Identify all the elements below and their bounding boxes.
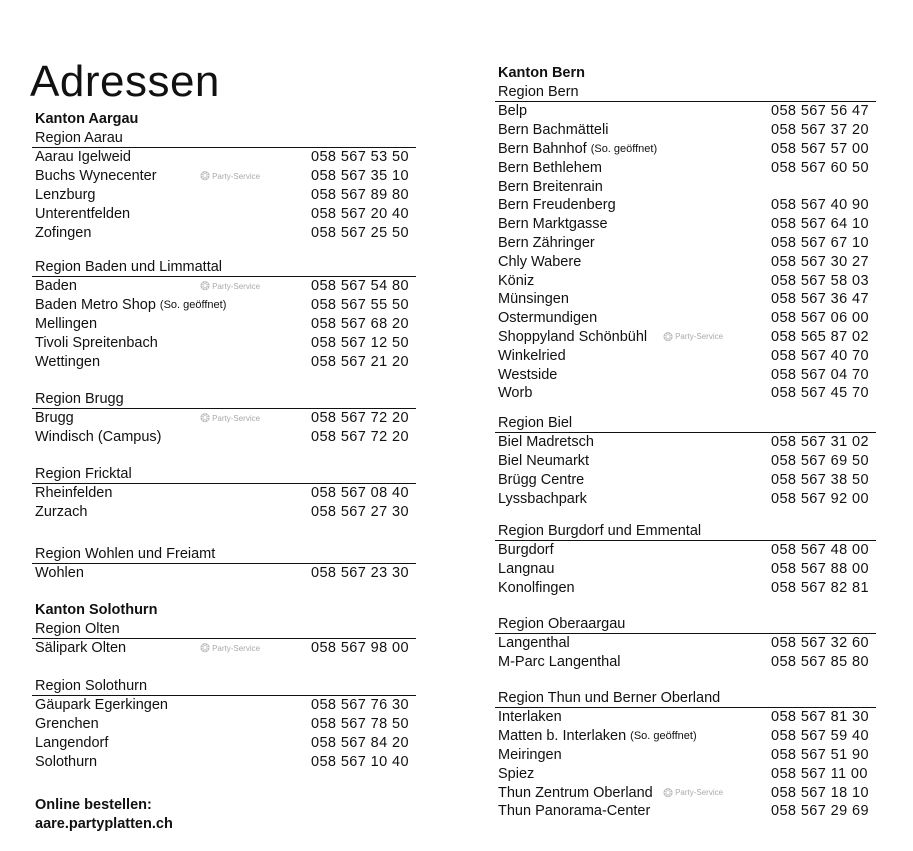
address-row xyxy=(495,121,876,140)
phone-number: 058 567 67 10 xyxy=(771,234,869,251)
phone-number: 058 567 40 90 xyxy=(771,197,869,214)
phone-number: 058 567 35 10 xyxy=(311,168,409,185)
branch-name: Shoppyland Schönbühl xyxy=(498,328,648,345)
branch-name-cell xyxy=(498,747,771,763)
address-row xyxy=(32,696,416,715)
branch-name-cell xyxy=(35,278,311,294)
address-row xyxy=(32,352,416,371)
address-row xyxy=(495,328,876,347)
region-heading: Region Olten xyxy=(32,620,416,639)
online-order-link[interactable]: aare.partyplatten.ch xyxy=(35,816,173,832)
address-row xyxy=(32,296,416,315)
region-burgdorf xyxy=(495,522,876,597)
branch-name: Rheinfelden xyxy=(35,485,113,502)
branch-name: Chly Wabere xyxy=(498,253,582,270)
region-heading: Region Wohlen und Freiamt xyxy=(32,545,416,564)
address-row xyxy=(495,346,876,365)
opening-note: (So. geöffnet) xyxy=(630,730,697,743)
address-row xyxy=(32,167,416,186)
phone-number: 058 567 30 27 xyxy=(771,253,869,270)
phone-number: 058 567 36 47 xyxy=(771,291,869,308)
address-row xyxy=(495,271,876,290)
branch-name-cell xyxy=(498,542,771,558)
address-row xyxy=(495,489,876,508)
address-row xyxy=(495,727,876,746)
branch-name: Köniz xyxy=(498,272,535,289)
branch-name: Bern Bachmätteli xyxy=(498,122,609,139)
address-row xyxy=(32,277,416,296)
phone-number: 058 567 59 40 xyxy=(771,728,869,745)
branch-name: Unterentfelden xyxy=(35,205,131,222)
phone-number: 058 567 72 20 xyxy=(311,410,409,427)
branch-name: Münsingen xyxy=(498,291,569,308)
branch-name: Windisch (Campus) xyxy=(35,429,162,446)
branch-name-cell xyxy=(35,335,311,351)
address-row xyxy=(495,471,876,490)
phone-number: 058 567 45 70 xyxy=(771,385,869,402)
phone-number: 058 567 48 00 xyxy=(771,542,869,559)
branch-name-cell xyxy=(498,235,771,251)
address-row xyxy=(495,234,876,253)
address-row xyxy=(32,503,416,522)
address-row xyxy=(495,764,876,783)
address-row xyxy=(495,560,876,579)
party-service-badge xyxy=(200,411,260,425)
party-service-label: Party-Service xyxy=(675,788,724,798)
branch-name-cell xyxy=(498,472,771,488)
branch-name-cell xyxy=(498,310,771,326)
branch-name-cell xyxy=(498,561,771,577)
address-row xyxy=(495,634,876,653)
branch-name-cell xyxy=(35,716,311,732)
phone-number: 058 565 87 02 xyxy=(771,328,869,345)
phone-number: 058 567 64 10 xyxy=(771,216,869,233)
address-row xyxy=(495,252,876,271)
phone-number: 058 567 32 60 xyxy=(771,635,869,652)
address-row xyxy=(495,158,876,177)
address-row xyxy=(495,309,876,328)
phone-number: 058 567 06 00 xyxy=(771,310,869,327)
phone-number: 058 567 55 50 xyxy=(311,297,409,314)
branch-name-cell xyxy=(498,367,771,383)
branch-name-cell xyxy=(498,216,771,232)
phone-number: 058 567 89 80 xyxy=(311,186,409,203)
branch-name-cell xyxy=(498,434,771,450)
canton-solothurn-heading: Kanton Solothurn xyxy=(35,602,158,618)
region-heading: Region Burgdorf und Emmental xyxy=(495,522,876,541)
branch-name-cell xyxy=(498,122,771,138)
branch-name: Aarau Igelweid xyxy=(35,149,131,166)
branch-name: Bern Freudenberg xyxy=(498,197,616,214)
branch-name-cell xyxy=(35,754,311,770)
branch-name: Baden xyxy=(35,278,77,295)
branch-name-cell xyxy=(35,410,311,426)
party-service-label: Party-Service xyxy=(212,171,261,181)
party-hat-icon: ❂ xyxy=(200,641,211,656)
region-biel xyxy=(495,414,876,508)
address-row xyxy=(32,639,416,658)
address-row xyxy=(495,783,876,802)
party-service-badge xyxy=(663,786,723,800)
address-row xyxy=(32,148,416,167)
branch-name-cell xyxy=(35,565,311,581)
branch-name: Brugg xyxy=(35,410,74,427)
address-row xyxy=(495,708,876,727)
branch-name-cell xyxy=(35,168,311,184)
branch-name: Biel Madretsch xyxy=(498,434,594,451)
branch-name-cell xyxy=(498,254,771,270)
branch-name: Thun Panorama-Center xyxy=(498,803,651,820)
region-wohlen xyxy=(32,545,416,583)
address-row xyxy=(495,177,876,196)
phone-number: 058 567 11 00 xyxy=(771,765,868,782)
branch-name-cell xyxy=(35,225,311,241)
branch-name: Thun Zentrum Oberland xyxy=(498,784,653,801)
branch-name: Spiez xyxy=(498,765,535,782)
branch-name: Ostermundigen xyxy=(498,310,598,327)
branch-name-cell xyxy=(498,291,771,307)
address-row xyxy=(495,140,876,159)
region-fricktal xyxy=(32,465,416,522)
address-row xyxy=(495,452,876,471)
region-olten xyxy=(32,620,416,658)
branch-name-cell xyxy=(498,803,771,819)
branch-name-cell xyxy=(498,273,771,289)
phone-number: 058 567 78 50 xyxy=(311,716,409,733)
branch-name: Gäupark Egerkingen xyxy=(35,697,168,714)
party-service-badge xyxy=(200,279,260,293)
opening-note: (So. geöffnet) xyxy=(590,142,658,155)
region-heading: Region Baden und Limmattal xyxy=(32,258,416,277)
phone-number: 058 567 88 00 xyxy=(771,561,869,578)
branch-name: M-Parc Langenthal xyxy=(498,654,621,671)
branch-name-cell xyxy=(498,709,771,725)
online-order-label: Online bestellen: xyxy=(35,797,152,813)
address-row xyxy=(32,315,416,334)
phone-number: 058 567 04 70 xyxy=(771,366,869,383)
address-row xyxy=(32,428,416,447)
branch-name: Wohlen xyxy=(35,565,84,582)
branch-name-cell xyxy=(35,206,311,222)
branch-name-cell xyxy=(498,179,771,195)
region-heading: Region Biel xyxy=(495,414,876,433)
address-row xyxy=(495,653,876,672)
page-title: Adressen xyxy=(30,57,220,106)
region-heading: Region Oberaargau xyxy=(495,615,876,634)
phone-number: 058 567 08 40 xyxy=(311,485,409,502)
branch-name: Mellingen xyxy=(35,315,98,332)
address-row xyxy=(32,223,416,242)
branch-name: Langenthal xyxy=(498,635,570,652)
address-row xyxy=(32,409,416,428)
phone-number: 058 567 56 47 xyxy=(771,103,869,120)
address-row xyxy=(32,564,416,583)
phone-number: 058 567 20 40 xyxy=(311,205,409,222)
address-row xyxy=(495,215,876,234)
region-baden xyxy=(32,258,416,371)
address-row xyxy=(495,102,876,121)
branch-name: Bern Bahnhof xyxy=(498,140,587,157)
region-solothurn xyxy=(32,677,416,771)
phone-number: 058 567 40 70 xyxy=(771,347,869,364)
branch-name-cell xyxy=(498,491,771,507)
branch-name: Solothurn xyxy=(35,753,98,770)
branch-name-cell xyxy=(35,640,311,656)
party-hat-icon: ❂ xyxy=(200,279,211,294)
party-service-badge xyxy=(200,169,260,183)
address-row xyxy=(495,433,876,452)
branch-name-cell xyxy=(35,149,311,165)
branch-name: Grenchen xyxy=(35,716,99,733)
address-row xyxy=(32,186,416,205)
address-row xyxy=(495,746,876,765)
address-row xyxy=(32,484,416,503)
phone-number: 058 567 51 90 xyxy=(771,746,869,763)
phone-number: 058 567 21 20 xyxy=(311,353,409,370)
branch-name-cell xyxy=(498,160,771,176)
branch-name-cell xyxy=(498,141,771,157)
party-service-badge xyxy=(200,641,260,655)
phone-number: 058 567 23 30 xyxy=(311,565,409,582)
address-row xyxy=(495,365,876,384)
region-heading: Region Fricktal xyxy=(32,465,416,484)
branch-name: Lenzburg xyxy=(35,186,96,203)
phone-number: 058 567 98 00 xyxy=(311,640,409,657)
branch-name-cell xyxy=(35,504,311,520)
branch-name: Burgdorf xyxy=(498,542,554,559)
branch-name-cell xyxy=(498,728,771,744)
branch-name-cell xyxy=(498,580,771,596)
region-heading: Region Brugg xyxy=(32,390,416,409)
branch-name: Bern Bethlehem xyxy=(498,159,602,176)
branch-name: Westside xyxy=(498,366,558,383)
region-heading: Region Aarau xyxy=(32,129,416,148)
canton-bern-heading: Kanton Bern xyxy=(498,65,585,81)
branch-name: Bern Breitenrain xyxy=(498,178,603,195)
branch-name: Baden Metro Shop xyxy=(35,297,156,314)
phone-number: 058 567 58 03 xyxy=(771,272,869,289)
party-service-label: Party-Service xyxy=(212,413,261,423)
canton-aargau-heading: Kanton Aargau xyxy=(35,111,139,127)
branch-name: Langendorf xyxy=(35,734,109,751)
branch-name-cell xyxy=(498,385,771,401)
online-order xyxy=(32,796,416,834)
branch-name: Worb xyxy=(498,385,533,402)
phone-number: 058 567 27 30 xyxy=(311,504,409,521)
branch-name: Zofingen xyxy=(35,224,92,241)
phone-number: 058 567 54 80 xyxy=(311,278,409,295)
region-heading: Region Solothurn xyxy=(32,677,416,696)
branch-name-cell xyxy=(498,635,771,651)
phone-number: 058 567 57 00 xyxy=(771,140,869,157)
phone-number: 058 567 69 50 xyxy=(771,453,869,470)
phone-number: 058 567 84 20 xyxy=(311,734,409,751)
phone-number: 058 567 85 80 xyxy=(771,654,869,671)
phone-number: 058 567 37 20 xyxy=(771,122,869,139)
address-row xyxy=(32,752,416,771)
branch-name-cell xyxy=(35,297,311,313)
region-aarau xyxy=(32,129,416,242)
phone-number: 058 567 68 20 xyxy=(311,315,409,332)
address-row xyxy=(495,579,876,598)
branch-name: Interlaken xyxy=(498,709,562,726)
region-bern xyxy=(495,83,876,403)
phone-number: 058 567 38 50 xyxy=(771,471,869,488)
region-oberaargau xyxy=(495,615,876,672)
branch-name: Zurzach xyxy=(35,504,88,521)
branch-name: Belp xyxy=(498,103,528,120)
address-row xyxy=(495,290,876,309)
branch-name-cell xyxy=(35,697,311,713)
branch-name: Meiringen xyxy=(498,746,562,763)
phone-number: 058 567 53 50 xyxy=(311,149,409,166)
branch-name: Bern Marktgasse xyxy=(498,216,608,233)
region-brugg xyxy=(32,390,416,447)
branch-name: Konolfingen xyxy=(498,579,575,596)
party-hat-icon: ❂ xyxy=(200,169,211,184)
party-hat-icon: ❂ xyxy=(200,411,211,426)
party-service-label: Party-Service xyxy=(675,332,724,342)
region-heading: Region Bern xyxy=(495,83,876,102)
branch-name: Matten b. Interlaken xyxy=(498,728,627,745)
branch-name: Langnau xyxy=(498,561,555,578)
branch-name-cell xyxy=(498,103,771,119)
address-row xyxy=(495,384,876,403)
phone-number: 058 567 10 40 xyxy=(311,753,409,770)
branch-name-cell xyxy=(35,316,311,332)
phone-number: 058 567 25 50 xyxy=(311,224,409,241)
address-row xyxy=(495,802,876,821)
region-thun xyxy=(495,689,876,821)
branch-name-cell xyxy=(498,329,771,345)
phone-number: 058 567 81 30 xyxy=(771,709,869,726)
address-row xyxy=(495,541,876,560)
branch-name-cell xyxy=(498,766,771,782)
branch-name-cell xyxy=(498,654,771,670)
address-row xyxy=(32,715,416,734)
phone-number: 058 567 31 02 xyxy=(771,434,869,451)
branch-name-cell xyxy=(35,429,311,445)
branch-name: Lyssbachpark xyxy=(498,490,587,507)
branch-name-cell xyxy=(35,354,311,370)
branch-name: Bern Zähringer xyxy=(498,234,595,251)
branch-name: Wettingen xyxy=(35,353,101,370)
branch-name: Winkelried xyxy=(498,347,566,364)
branch-name-cell xyxy=(35,735,311,751)
branch-name-cell xyxy=(498,197,771,213)
branch-name-cell xyxy=(498,453,771,469)
phone-number: 058 567 92 00 xyxy=(771,490,869,507)
branch-name-cell xyxy=(498,348,771,364)
party-hat-icon: ❂ xyxy=(663,785,674,800)
party-service-badge xyxy=(663,330,723,344)
party-service-label: Party-Service xyxy=(212,643,261,653)
party-hat-icon: ❂ xyxy=(663,329,674,344)
branch-name: Buchs Wynecenter xyxy=(35,168,157,185)
branch-name: Brügg Centre xyxy=(498,471,585,488)
phone-number: 058 567 82 81 xyxy=(771,579,869,596)
branch-name-cell xyxy=(35,485,311,501)
phone-number: 058 567 29 69 xyxy=(771,803,869,820)
address-row xyxy=(495,196,876,215)
branch-name-cell xyxy=(35,187,311,203)
address-row xyxy=(32,734,416,753)
opening-note: (So. geöffnet) xyxy=(159,299,227,312)
phone-number: 058 567 72 20 xyxy=(311,429,409,446)
branch-name: Tivoli Spreitenbach xyxy=(35,334,158,351)
phone-number: 058 567 18 10 xyxy=(771,784,869,801)
region-heading: Region Thun und Berner Oberland xyxy=(495,689,876,708)
branch-name: Sälipark Olten xyxy=(35,640,127,657)
phone-number: 058 567 12 50 xyxy=(311,334,409,351)
branch-name-cell xyxy=(498,785,771,801)
address-row xyxy=(32,204,416,223)
party-service-label: Party-Service xyxy=(212,281,261,291)
address-row xyxy=(32,333,416,352)
branch-name: Biel Neumarkt xyxy=(498,453,590,470)
phone-number: 058 567 76 30 xyxy=(311,697,409,714)
phone-number: 058 567 60 50 xyxy=(771,159,869,176)
